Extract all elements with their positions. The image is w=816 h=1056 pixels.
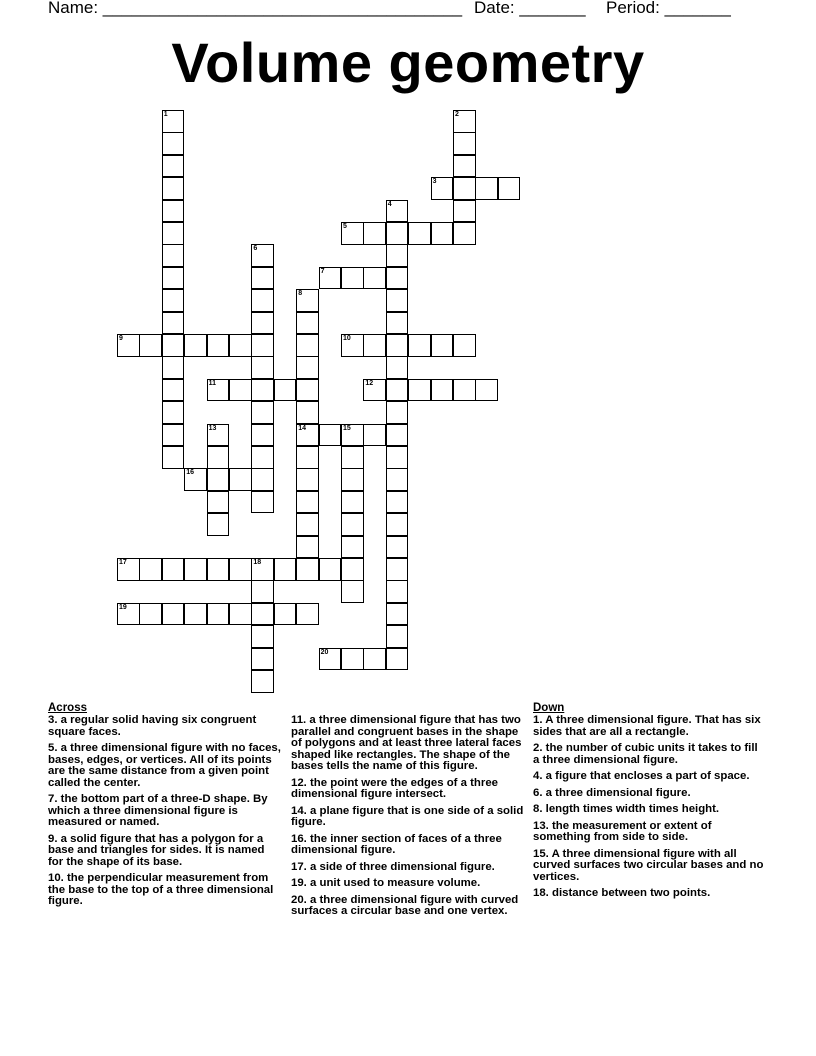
- clue-item-text: a three dimensional figure with no faces, bases, edges, or vertices. All of its points are the same distance from a given point called the center.: [48, 742, 281, 789]
- clue-item-text: a solid figure that has a polygon for a base and triangles for sides. It is named for the shape of its base.: [48, 832, 265, 868]
- clue-number: 16: [186, 469, 194, 477]
- clue-item-text: a three dimensional figure with curved surfaces a circular base and one vertex.: [291, 893, 519, 917]
- grid-cell[interactable]: [319, 267, 342, 290]
- clue-number: 11: [208, 379, 216, 387]
- grid-cell[interactable]: [139, 334, 162, 357]
- grid-cell[interactable]: [386, 289, 409, 312]
- grid-cell[interactable]: [341, 580, 364, 603]
- grid-cell[interactable]: [408, 379, 431, 402]
- grid-cell[interactable]: [341, 267, 364, 290]
- grid-cell[interactable]: [386, 267, 409, 290]
- clue-item: [291, 878, 525, 890]
- grid-cell[interactable]: [251, 446, 274, 469]
- clue-item: [291, 778, 525, 801]
- grid-cell[interactable]: [207, 446, 230, 469]
- grid-cell[interactable]: [207, 424, 230, 447]
- clue-item: [291, 715, 525, 773]
- clue-item-text: a unit used to measure volume.: [306, 877, 481, 889]
- grid-cell[interactable]: [498, 177, 521, 200]
- clue-number: 20: [320, 648, 329, 656]
- clue-item-text: the measurement or extent of something from side to side.: [533, 819, 712, 843]
- grid-cell[interactable]: [386, 401, 409, 424]
- clue-item-number: 18.: [533, 887, 549, 899]
- clue-item: [533, 743, 767, 766]
- clue-item-number: 14.: [291, 804, 307, 817]
- clue-item-text: a side of three dimensional figure.: [306, 860, 495, 873]
- grid-cell[interactable]: [162, 155, 185, 178]
- clue-item-number: 13.: [533, 819, 549, 832]
- grid-cell[interactable]: [296, 536, 319, 559]
- grid-cell[interactable]: [274, 558, 297, 581]
- clue-number: 2: [455, 111, 459, 118]
- grid-cell[interactable]: [341, 468, 364, 491]
- grid-cell[interactable]: [386, 379, 409, 402]
- grid-cell[interactable]: [162, 132, 185, 155]
- clue-item-text: a figure that encloses a part of space.: [542, 770, 750, 782]
- grid-cell[interactable]: [296, 603, 319, 626]
- clue-item: [48, 834, 282, 869]
- clue-number: 19: [119, 603, 127, 611]
- across-clues-column-1: [48, 702, 282, 913]
- grid-cell[interactable]: [296, 289, 319, 312]
- across-clues-column-2: [291, 702, 525, 923]
- clue-item-number: 15.: [533, 847, 549, 860]
- clue-number: 7: [320, 267, 325, 275]
- grid-cell[interactable]: [363, 379, 386, 402]
- grid-cell[interactable]: [296, 379, 319, 402]
- grid-cell[interactable]: [453, 334, 476, 357]
- grid-cell[interactable]: [184, 468, 207, 491]
- clue-item-text: the bottom part of a three-D shape. By which a three dimensional figure is measured or named.: [48, 793, 268, 828]
- grid-cell[interactable]: [296, 401, 319, 424]
- grid-cell[interactable]: [162, 401, 185, 424]
- clue-number: 6: [253, 245, 258, 253]
- date-field[interactable]: Date: _______: [474, 0, 586, 17]
- grid-cell[interactable]: [184, 558, 207, 581]
- grid-cell[interactable]: [139, 558, 162, 581]
- grid-cell[interactable]: [162, 312, 185, 335]
- grid-cell[interactable]: [341, 491, 364, 514]
- grid-cell[interactable]: [162, 603, 185, 626]
- clue-item-text: the perpendicular measurement from the base to the top of a three dimensional figure.: [48, 872, 274, 907]
- grid-cell[interactable]: [386, 312, 409, 335]
- grid-cell[interactable]: [296, 334, 319, 357]
- grid-cell[interactable]: [296, 446, 319, 469]
- grid-cell[interactable]: [386, 468, 409, 491]
- grid-cell[interactable]: [184, 603, 207, 626]
- clue-item-number: 19.: [291, 877, 307, 889]
- grid-cell[interactable]: [117, 334, 140, 357]
- grid-cell[interactable]: [296, 424, 319, 447]
- grid-cell[interactable]: [408, 222, 431, 245]
- grid-cell[interactable]: [363, 648, 386, 671]
- grid-cell[interactable]: [341, 513, 364, 536]
- clue-item: [533, 788, 767, 800]
- grid-cell[interactable]: [207, 334, 230, 357]
- grid-cell[interactable]: [363, 267, 386, 290]
- grid-cell[interactable]: [453, 110, 476, 133]
- down-heading: Down: [533, 702, 565, 714]
- clue-item-text: a regular solid having six congruent square faces.: [48, 714, 257, 738]
- across-clue-list: [48, 715, 282, 908]
- clue-item-number: 10.: [48, 872, 64, 884]
- puzzle-title: Volume geometry: [171, 31, 645, 94]
- grid-cell[interactable]: [296, 468, 319, 491]
- grid-cell[interactable]: [162, 334, 185, 357]
- clue-item: [291, 806, 525, 829]
- period-field[interactable]: Period: _______: [606, 0, 731, 17]
- clue-item-number: 1.: [533, 714, 543, 726]
- grid-cell[interactable]: [386, 580, 409, 603]
- grid-cell[interactable]: [386, 334, 409, 357]
- clue-number: 15: [343, 424, 351, 432]
- clue-item-number: 16.: [291, 832, 307, 845]
- grid-cell[interactable]: [251, 670, 274, 693]
- grid-cell[interactable]: [251, 424, 274, 447]
- clue-item: [48, 873, 282, 908]
- grid-cell[interactable]: [251, 356, 274, 379]
- grid-cell[interactable]: [386, 244, 409, 267]
- clue-item-text: A three dimensional figure. That has six sides that are all a rectangle.: [533, 714, 761, 738]
- grid-cell[interactable]: [184, 334, 207, 357]
- grid-cell[interactable]: [207, 603, 230, 626]
- grid-cell[interactable]: [319, 558, 342, 581]
- grid-cell[interactable]: [162, 222, 185, 245]
- grid-cell[interactable]: [386, 648, 409, 671]
- grid-cell[interactable]: [386, 491, 409, 514]
- grid-cell[interactable]: [319, 424, 342, 447]
- grid-cell[interactable]: [229, 603, 252, 626]
- grid-cell[interactable]: [296, 312, 319, 335]
- grid-cell[interactable]: [341, 424, 364, 447]
- grid-cell[interactable]: [229, 558, 252, 581]
- grid-cell[interactable]: [386, 446, 409, 469]
- clue-item: [533, 804, 767, 816]
- grid-cell[interactable]: [274, 603, 297, 626]
- clue-item: [291, 862, 525, 874]
- grid-cell[interactable]: [341, 648, 364, 671]
- grid-cell[interactable]: [207, 468, 230, 491]
- clue-item-number: 2.: [533, 742, 543, 754]
- grid-cell[interactable]: [251, 558, 274, 581]
- grid-cell[interactable]: [162, 289, 185, 312]
- clue-number: 12: [365, 379, 374, 387]
- grid-cell[interactable]: [386, 536, 409, 559]
- clue-item: [291, 834, 525, 857]
- clue-number: 18: [253, 559, 262, 566]
- grid-cell[interactable]: [251, 289, 274, 312]
- grid-cell[interactable]: [408, 334, 431, 357]
- grid-cell[interactable]: [431, 334, 454, 357]
- grid-cell[interactable]: [431, 177, 454, 200]
- clue-item-number: 20.: [291, 893, 307, 906]
- grid-cell[interactable]: [207, 491, 230, 514]
- clue-item-text: distance between two points.: [548, 887, 711, 899]
- grid-cell[interactable]: [251, 267, 274, 290]
- grid-cell[interactable]: [341, 222, 364, 245]
- clue-number: 13: [208, 424, 217, 432]
- grid-cell[interactable]: [341, 536, 364, 559]
- grid-cell[interactable]: [431, 222, 454, 245]
- grid-cell[interactable]: [229, 334, 252, 357]
- down-clues-column: [533, 702, 767, 905]
- grid-cell[interactable]: [296, 558, 319, 581]
- grid-cell[interactable]: [251, 379, 274, 402]
- clue-item-text: a plane figure that is one side of a solid figure.: [291, 804, 524, 828]
- grid-cell[interactable]: [363, 334, 386, 357]
- clue-item-number: 11.: [291, 714, 307, 726]
- clue-number: 14: [298, 424, 306, 432]
- clue-number: 1: [163, 111, 168, 118]
- clue-item: [291, 895, 525, 918]
- grid-cell[interactable]: [117, 558, 140, 581]
- clue-item: [533, 849, 767, 884]
- grid-cell[interactable]: [162, 446, 185, 469]
- grid-cell[interactable]: [139, 603, 162, 626]
- grid-cell[interactable]: [386, 558, 409, 581]
- name-field[interactable]: Name: ______________________________________: [48, 0, 463, 17]
- grid-cell[interactable]: [363, 424, 386, 447]
- grid-cell[interactable]: [453, 222, 476, 245]
- grid-cell[interactable]: [162, 244, 185, 267]
- grid-cell[interactable]: [251, 491, 274, 514]
- grid-cell[interactable]: [341, 446, 364, 469]
- grid-cell[interactable]: [296, 491, 319, 514]
- grid-cell[interactable]: [251, 401, 274, 424]
- grid-cell[interactable]: [251, 312, 274, 335]
- grid-cell[interactable]: [207, 379, 230, 402]
- grid-cell[interactable]: [251, 580, 274, 603]
- grid-cell[interactable]: [386, 603, 409, 626]
- clue-item: [533, 715, 767, 738]
- grid-cell[interactable]: [162, 558, 185, 581]
- clue-item-number: 12.: [291, 776, 307, 789]
- grid-cell[interactable]: [431, 379, 454, 402]
- grid-cell[interactable]: [251, 468, 274, 491]
- grid-cell[interactable]: [341, 334, 364, 357]
- grid-cell[interactable]: [162, 379, 185, 402]
- grid-cell[interactable]: [386, 513, 409, 536]
- grid-cell[interactable]: [251, 648, 274, 671]
- clue-item-number: 8.: [533, 803, 543, 815]
- grid-cell[interactable]: [296, 356, 319, 379]
- clue-item: [48, 794, 282, 829]
- grid-cell[interactable]: [162, 177, 185, 200]
- clue-number: 10: [343, 335, 351, 342]
- clue-item-text: length times width times height.: [542, 803, 720, 815]
- grid-cell[interactable]: [453, 200, 476, 223]
- grid-cell[interactable]: [363, 222, 386, 245]
- grid-cell[interactable]: [296, 513, 319, 536]
- clue-item: [533, 771, 767, 783]
- grid-cell[interactable]: [453, 379, 476, 402]
- clue-number: 4: [387, 200, 392, 208]
- clue-item-text: the inner section of faces of a three dimensional figure.: [291, 832, 502, 856]
- clue-number: 17: [119, 559, 127, 566]
- clue-number: 8: [298, 290, 303, 298]
- clue-item: [533, 821, 767, 844]
- grid-cell[interactable]: [162, 200, 185, 223]
- across-heading: Across: [48, 702, 87, 714]
- clue-item-number: 4.: [533, 770, 543, 782]
- clue-item-number: 6.: [533, 786, 543, 799]
- grid-cell[interactable]: [475, 379, 498, 402]
- grid-cell[interactable]: [475, 177, 498, 200]
- grid-cell[interactable]: [341, 558, 364, 581]
- clue-item: [48, 715, 282, 738]
- grid-cell[interactable]: [453, 132, 476, 155]
- grid-cell[interactable]: [386, 625, 409, 648]
- clue-item: [533, 888, 767, 900]
- clue-item-number: 5.: [48, 742, 58, 754]
- grid-cell[interactable]: [453, 177, 476, 200]
- grid-cell[interactable]: [386, 222, 409, 245]
- grid-cell[interactable]: [274, 379, 297, 402]
- clue-number: 9: [119, 335, 123, 342]
- grid-cell[interactable]: [162, 424, 185, 447]
- clue-item-text: the number of cubic units it takes to fill a three dimensional figure.: [533, 742, 758, 766]
- grid-cell[interactable]: [386, 200, 409, 223]
- clue-item-number: 3.: [48, 714, 58, 726]
- grid-cell[interactable]: [251, 244, 274, 267]
- grid-cell[interactable]: [229, 379, 252, 402]
- clue-item-number: 17.: [291, 860, 307, 873]
- grid-cell[interactable]: [251, 603, 274, 626]
- clue-item-text: a three dimensional figure.: [542, 786, 691, 799]
- grid-cell[interactable]: [251, 334, 274, 357]
- clue-item: [48, 743, 282, 789]
- grid-cell[interactable]: [162, 356, 185, 379]
- clue-number: 3: [432, 178, 437, 186]
- clue-item-text: A three dimensional figure with all curved surfaces two circular bases and no vertices.: [533, 847, 764, 883]
- grid-cell[interactable]: [207, 558, 230, 581]
- clue-number: 5: [343, 223, 347, 230]
- clue-item-number: 9.: [48, 832, 58, 845]
- grid-cell[interactable]: [386, 424, 409, 447]
- clue-item-text: the point were the edges of a three dimensional figure intersect.: [291, 776, 498, 800]
- grid-cell[interactable]: [117, 603, 140, 626]
- across-clue-list-continued: [291, 715, 525, 918]
- grid-cell[interactable]: [229, 468, 252, 491]
- down-clue-list: [533, 715, 767, 900]
- grid-cell[interactable]: [386, 356, 409, 379]
- grid-cell[interactable]: [453, 155, 476, 178]
- grid-cell[interactable]: [251, 625, 274, 648]
- clue-item-number: 7.: [48, 793, 58, 805]
- grid-cell[interactable]: [207, 513, 230, 536]
- grid-cell[interactable]: [162, 267, 185, 290]
- clue-item-text: a three dimensional figure that has two parallel and congruent bases in the shape of polygons and at least three lateral faces shaped like rectangles. The shape of the bases tells the name of this figure.: [291, 714, 522, 772]
- grid-cell[interactable]: [162, 110, 185, 133]
- grid-cell[interactable]: [319, 648, 342, 671]
